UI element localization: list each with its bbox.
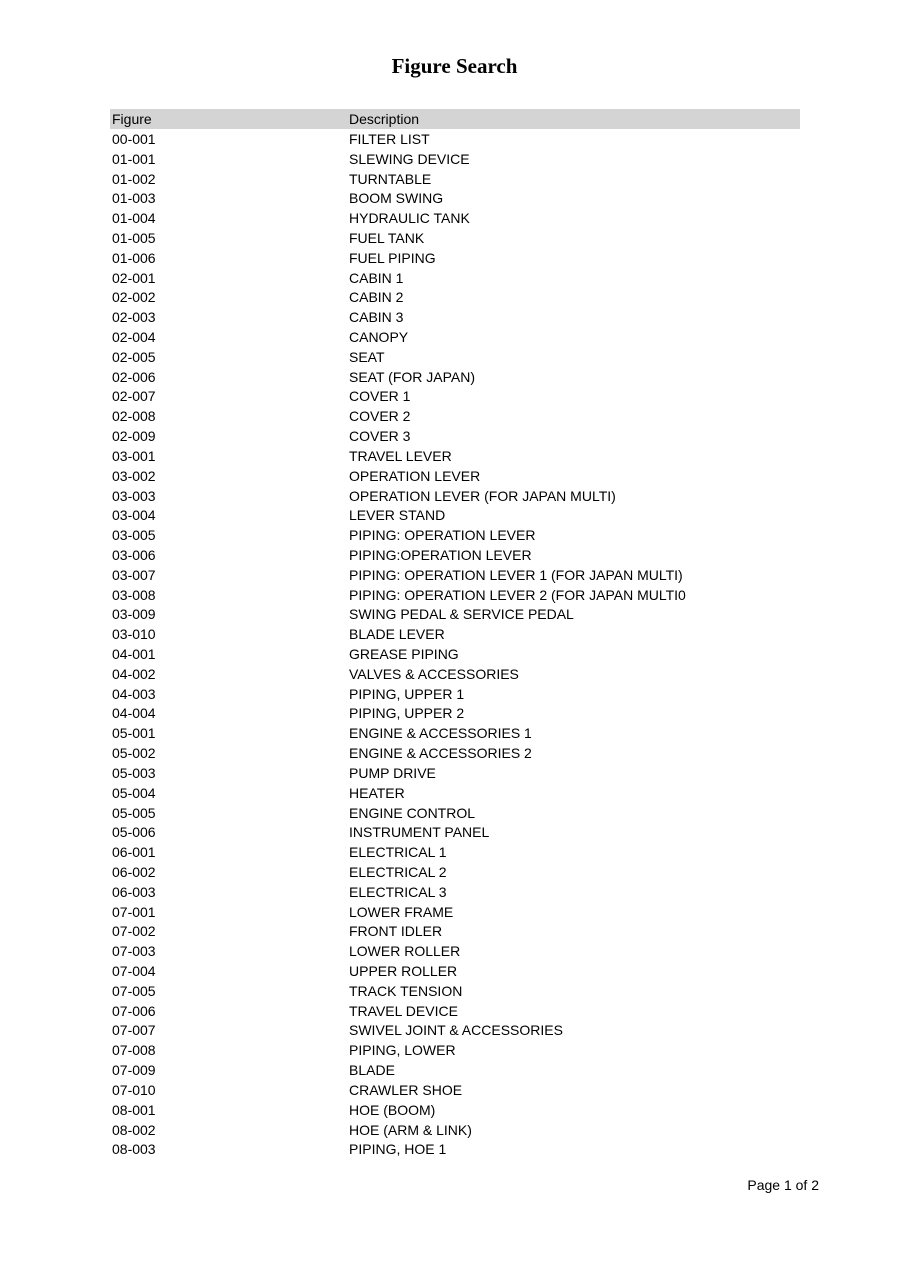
figure-description: LOWER FRAME <box>349 903 454 920</box>
table-row <box>110 188 800 208</box>
figure-number: 01-006 <box>112 249 156 266</box>
figure-description: PIPING:OPERATION LEVER <box>349 546 532 563</box>
figure-number: 02-004 <box>112 329 156 346</box>
figure-description: ELECTRICAL 2 <box>349 863 447 880</box>
figure-number: 02-009 <box>112 428 156 445</box>
table-row <box>110 862 800 882</box>
column-header-figure: Figure <box>112 111 152 127</box>
table-row <box>110 525 800 545</box>
figure-number: 01-005 <box>112 229 156 246</box>
figure-number: 03-003 <box>112 487 156 504</box>
figure-number: 02-001 <box>112 269 156 286</box>
figure-description: PUMP DRIVE <box>349 764 436 781</box>
figure-description: SLEWING DEVICE <box>349 150 470 167</box>
table-row <box>110 446 800 466</box>
figure-description: OPERATION LEVER <box>349 467 481 484</box>
figure-number: 03-010 <box>112 626 156 643</box>
table-row <box>110 922 800 942</box>
figure-description: INSTRUMENT PANEL <box>349 824 490 841</box>
figure-description: CABIN 1 <box>349 269 404 286</box>
figure-description: BLADE <box>349 1062 395 1079</box>
table-row <box>110 1120 800 1140</box>
table-row <box>110 129 800 149</box>
figure-description: HOE (ARM & LINK) <box>349 1121 472 1138</box>
figure-number: 04-001 <box>112 646 156 663</box>
figure-description: ELECTRICAL 1 <box>349 844 447 861</box>
table-row <box>110 961 800 981</box>
figure-number: 06-002 <box>112 863 156 880</box>
table-header-row <box>110 109 800 129</box>
figure-description: CRAWLER SHOE <box>349 1081 463 1098</box>
table-row <box>110 723 800 743</box>
figure-description: ELECTRICAL 3 <box>349 883 447 900</box>
figure-description: SWING PEDAL & SERVICE PEDAL <box>349 606 574 623</box>
page-number: Page 1 of 2 <box>747 1177 819 1193</box>
figure-description: UPPER ROLLER <box>349 963 458 980</box>
figure-description: COVER 2 <box>349 408 411 425</box>
figure-description: TRAVEL DEVICE <box>349 1002 458 1019</box>
figure-description: CABIN 3 <box>349 309 404 326</box>
table-row <box>110 902 800 922</box>
figure-number: 07-006 <box>112 1002 156 1019</box>
table-row <box>110 307 800 327</box>
column-header-description: Description <box>349 111 420 127</box>
figure-number: 02-008 <box>112 408 156 425</box>
figure-description: SEAT <box>349 348 385 365</box>
table-row <box>110 1060 800 1080</box>
table-row <box>110 248 800 268</box>
figure-number: 07-010 <box>112 1081 156 1098</box>
table-row <box>110 545 800 565</box>
figure-description: TRAVEL LEVER <box>349 447 452 464</box>
table-row <box>110 367 800 387</box>
table-row <box>110 288 800 308</box>
figure-number: 01-004 <box>112 210 156 227</box>
figure-number: 05-003 <box>112 764 156 781</box>
figure-description: PIPING, HOE 1 <box>349 1141 447 1158</box>
figure-number: 07-001 <box>112 903 156 920</box>
table-row <box>110 347 800 367</box>
figure-description: COVER 3 <box>349 428 411 445</box>
figure-number: 05-002 <box>112 745 156 762</box>
table-row <box>110 803 800 823</box>
figure-number: 08-003 <box>112 1141 156 1158</box>
figure-number: 02-005 <box>112 348 156 365</box>
figure-description: PIPING, UPPER 1 <box>349 685 465 702</box>
figure-number: 02-007 <box>112 388 156 405</box>
figure-number: 07-008 <box>112 1042 156 1059</box>
figure-number: 05-005 <box>112 804 156 821</box>
table-row <box>110 486 800 506</box>
table-row <box>110 842 800 862</box>
figure-number: 07-003 <box>112 943 156 960</box>
figure-number: 07-009 <box>112 1062 156 1079</box>
figure-description: ENGINE CONTROL <box>349 804 476 821</box>
figure-description: HEATER <box>349 784 405 801</box>
figure-description: HOE (BOOM) <box>349 1101 436 1118</box>
figure-description: COVER 1 <box>349 388 411 405</box>
figure-table <box>110 109 800 1159</box>
figure-description: TURNTABLE <box>349 170 432 187</box>
table-row <box>110 228 800 248</box>
figure-description: BLADE LEVER <box>349 626 445 643</box>
figure-number: 03-008 <box>112 586 156 603</box>
figure-description: CANOPY <box>349 329 409 346</box>
table-row <box>110 149 800 169</box>
figure-number: 08-002 <box>112 1121 156 1138</box>
table-row <box>110 327 800 347</box>
table-row <box>110 664 800 684</box>
table-row <box>110 1021 800 1041</box>
figure-number: 07-002 <box>112 923 156 940</box>
table-row <box>110 941 800 961</box>
figure-description: BOOM SWING <box>349 190 444 207</box>
table-row <box>110 585 800 605</box>
figure-number: 07-005 <box>112 982 156 999</box>
table-row <box>110 822 800 842</box>
figure-number: 04-003 <box>112 685 156 702</box>
figure-description: FILTER LIST <box>349 130 430 147</box>
figure-number: 01-001 <box>112 150 156 167</box>
figure-number: 02-006 <box>112 368 156 385</box>
figure-number: 02-003 <box>112 309 156 326</box>
figure-number: 03-002 <box>112 467 156 484</box>
figure-number: 03-004 <box>112 507 156 524</box>
figure-description: PIPING, LOWER <box>349 1042 456 1059</box>
figure-description: CABIN 2 <box>349 289 404 306</box>
figure-number: 03-006 <box>112 546 156 563</box>
table-row <box>110 1080 800 1100</box>
table-row <box>110 704 800 724</box>
table-row <box>110 1139 800 1159</box>
figure-number: 06-003 <box>112 883 156 900</box>
figure-description: FUEL TANK <box>349 229 425 246</box>
figure-description: SEAT (FOR JAPAN) <box>349 368 476 385</box>
figure-number: 05-006 <box>112 824 156 841</box>
figure-number: 00-001 <box>112 130 156 147</box>
figure-number: 02-002 <box>112 289 156 306</box>
figure-number: 05-004 <box>112 784 156 801</box>
table-row <box>110 387 800 407</box>
table-row <box>110 1040 800 1060</box>
figure-description: PIPING: OPERATION LEVER 2 (FOR JAPAN MULTI0 <box>349 586 686 603</box>
table-row <box>110 624 800 644</box>
figure-description: LEVER STAND <box>349 507 446 524</box>
figure-number: 01-002 <box>112 170 156 187</box>
figure-number: 04-002 <box>112 665 156 682</box>
figure-description: ENGINE & ACCESSORIES 1 <box>349 725 532 742</box>
table-row <box>110 565 800 585</box>
figure-description: HYDRAULIC TANK <box>349 210 470 227</box>
figure-number: 03-001 <box>112 447 156 464</box>
figure-description: FRONT IDLER <box>349 923 443 940</box>
table-row <box>110 743 800 763</box>
table-row <box>110 268 800 288</box>
figure-number: 06-001 <box>112 844 156 861</box>
table-row <box>110 882 800 902</box>
figure-description: PIPING, UPPER 2 <box>349 705 465 722</box>
figure-number: 08-001 <box>112 1101 156 1118</box>
figure-description: LOWER ROLLER <box>349 943 461 960</box>
figure-number: 03-009 <box>112 606 156 623</box>
figure-number: 07-007 <box>112 1022 156 1039</box>
figure-number: 05-001 <box>112 725 156 742</box>
figure-description: VALVES & ACCESSORIES <box>349 665 519 682</box>
figure-number: 07-004 <box>112 963 156 980</box>
table-row <box>110 763 800 783</box>
table-row <box>110 208 800 228</box>
table-row <box>110 505 800 525</box>
table-row <box>110 981 800 1001</box>
table-row <box>110 644 800 664</box>
figure-number: 04-004 <box>112 705 156 722</box>
table-row <box>110 169 800 189</box>
figure-number: 03-005 <box>112 527 156 544</box>
figure-description: TRACK TENSION <box>349 982 463 999</box>
table-body <box>110 129 800 1159</box>
figure-description: PIPING: OPERATION LEVER <box>349 527 536 544</box>
figure-description: SWIVEL JOINT & ACCESSORIES <box>349 1022 563 1039</box>
figure-description: PIPING: OPERATION LEVER 1 (FOR JAPAN MULTI) <box>349 566 683 583</box>
table-row <box>110 605 800 625</box>
page-title: Figure Search <box>391 54 518 78</box>
figure-description: GREASE PIPING <box>349 646 459 663</box>
table-row <box>110 466 800 486</box>
table-row <box>110 1001 800 1021</box>
table-row <box>110 1100 800 1120</box>
figure-number: 03-007 <box>112 566 156 583</box>
table-row <box>110 783 800 803</box>
table-row <box>110 684 800 704</box>
figure-description: ENGINE & ACCESSORIES 2 <box>349 745 532 762</box>
table-row <box>110 426 800 446</box>
figure-number: 01-003 <box>112 190 156 207</box>
figure-description: OPERATION LEVER (FOR JAPAN MULTI) <box>349 487 616 504</box>
table-row <box>110 406 800 426</box>
figure-description: FUEL PIPING <box>349 249 436 266</box>
